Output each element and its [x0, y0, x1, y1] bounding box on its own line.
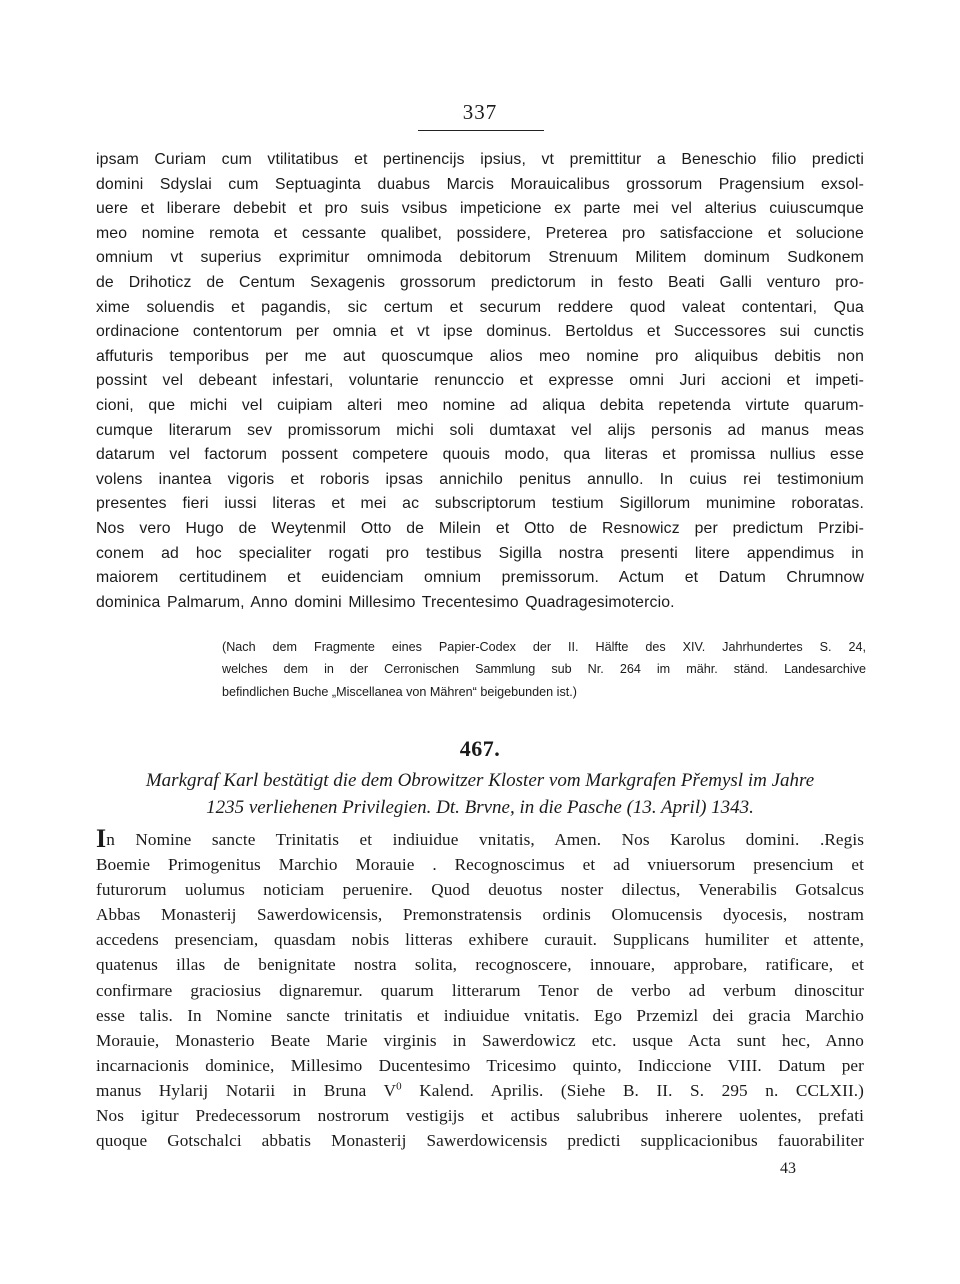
manus-line-text: manus Hylarij Notarii in Bruna V — [96, 1080, 397, 1100]
paragraph-1-line: ipsam Curiam cum vtilitatibus et pertinencijs ipsius, vt premittitur a Beneschio filio predicti — [96, 151, 864, 168]
source-note-line: welches dem in der Cerronischen Sammlung sub Nr. 264 im mähr. ständ. Landesarchive — [222, 662, 866, 677]
paragraph-1-line: conem ad hoc specialiter rogati pro testibus Sigilla nostra presenti litere appendimus in — [96, 544, 864, 562]
paragraph-1-line: domini Sdyslai cum Septuaginta duabus Marcis Morauicalibus grossorum Pragensium exsol- — [96, 175, 864, 193]
paragraph-2-line: accedens presenciam, quasdam nobis litteras exhibere curauit. Supplicans humiliter et attente, — [96, 930, 864, 950]
paragraph-1-line: datarum vel factorum possent competere quouis modo, qua literas et promissa nullius esse — [96, 446, 864, 464]
superscript-o: 0 — [396, 1080, 402, 1093]
paragraph-1-line: maiorem certitudinem et euidenciam omnium premissorum. Actum et Datum Chrumnow — [96, 569, 864, 587]
paragraph-2-line: esse talis. In Nomine sancte trinitatis et indiuidue vnitatis. Ego Przemizl dei gracia Marchio — [96, 1005, 864, 1025]
paragraph-1 — [96, 148, 864, 615]
document-heading — [96, 767, 864, 821]
signature-mark: 43 — [780, 1160, 796, 1177]
paragraph-2 — [96, 826, 864, 1153]
paragraph-2-line: quatenus illas de benignitate nostra solita, recognoscere, innouare, approbare, ratificare, et — [96, 955, 864, 975]
paragraph-1-line: presentes fieri iussi literas et mei ac subscriptorum testium Sigillorum munimine roboratas. — [96, 495, 864, 513]
heading-line-2: 1235 verliehenen Privilegien. Dt. Brvne, in die Pasche (13. April) 1343. — [206, 797, 754, 818]
paragraph-2-line: Nos igitur Predecessorum nostrorum vestigijs et actibus salubribus inherere uolentes, prefati — [96, 1106, 864, 1126]
paragraph-2-line: Morauie, Monasterio Beate Marie virginis in Sawerdowicz etc. usque Acta sunt hec, Anno — [96, 1030, 864, 1050]
initial-letter: I — [96, 824, 107, 853]
paragraph-1-line: cumque literarum sev promissorum michi soli dumtaxat vel alijs personis ad manus meas — [96, 421, 864, 439]
header-rule — [418, 130, 544, 131]
paragraph-1-line: omnium vt superius exprimitur omnimoda debitorum Strenuum Militem dominum Sudkonem — [96, 249, 864, 267]
paragraph-1-line: dominica Palmarum, Anno domini Millesimo Trecentesimo Quadragesimotercio. — [96, 593, 675, 611]
heading-line-1: Markgraf Karl bestätigt die dem Obrowitzer Kloster vom Markgrafen Přemysl im Jahre — [145, 770, 815, 791]
source-note — [222, 636, 866, 703]
paragraph-1-line: affuturis temporibus per me aut quoscumque alios meo nomine pro aliquibus debitis non — [96, 347, 864, 365]
source-note-line: befindlichen Buche „Miscellanea von Mähren“ beigebunden ist.) — [222, 684, 577, 699]
paragraph-1-line: volens inantea vigoris et roboris ipsas annichilo penitus annullo. In cuius rei testimonium — [96, 470, 864, 488]
page-number: 337 — [462, 100, 498, 124]
paragraph-1-line: xime soluendis et pagandis, sic certum et securum reddere quod valeat contentari, Qua — [96, 298, 864, 316]
paragraph-2-line: quoque Gotschalci abbatis Monasterij Sawerdowicensis predicti supplicacionibus fauorabiliter — [96, 1131, 864, 1151]
paragraph-2-line: confirmare graciosius dignaremur. quarum litterarum Tenor de verbo ad verbum dinoscitur — [96, 980, 864, 1000]
paragraph-2-line: futurorum uolumus noticiam peruenire. Quod deuotus noster dilectus, Venerabilis Gotsalcus — [96, 880, 864, 900]
paragraph-2-line-first — [96, 826, 864, 852]
manus-line-rest: Kalend. Aprilis. (Siehe B. II. S. 295 n. CCLXII.) — [401, 1080, 864, 1100]
paragraph-1-line: ordinacione contentorum per omnia et vt ipse dominus. Bertoldus et Successores sui cunctis — [96, 323, 864, 341]
paragraph-1-line: uere et liberare debebit et pro suis vsibus impeticione ex parte mei vel alterius cuiuscumque — [96, 200, 864, 218]
paragraph-2-line-manus — [96, 1078, 864, 1103]
paragraph-1-line: meo nomine remota et cessante qualibet, possidere, Preterea pro satisfaccione et solucione — [96, 224, 864, 242]
document-number: 467. — [459, 736, 501, 761]
paragraph-2-line: Abbas Monasterij Sawerdowicensis, Premonstratensis ordinis Olomucensis dyocesis, nostram — [96, 905, 864, 925]
paragraph-2-line: Boemie Primogenitus Marchio Morauie . Recognoscimus et ad vniuersorum presencium et — [96, 855, 864, 875]
paragraph-2-line: incarnacionis dominice, Millesimo Ducentesimo Tricesimo quinto, Indiccione VIII. Datum per — [96, 1055, 864, 1075]
first-line-text: n Nomine sancte Trinitatis et indiuidue vnitatis, Amen. Nos Karolus domini. .Regis — [106, 830, 864, 849]
paragraph-1-line: Nos vero Hugo de Weytenmil Otto de Milein et Otto de Resnowicz per predictum Przibi- — [96, 519, 864, 537]
source-note-line: (Nach dem Fragmente eines Papier-Codex der II. Hälfte des XIV. Jahrhundertes S. 24, — [222, 640, 866, 654]
paragraph-1-line: cioni, que michi vel cuipiam alteri meo nomine ad aliqua debita repetenda virtute quarum- — [96, 396, 864, 414]
paragraph-1-line: de Drihoticz de Centum Sexagenis grossorum predictorum in festo Beati Galli venturo pro- — [96, 273, 864, 291]
paragraph-1-line: possint vel debeant infestari, voluntarie renunccio et expresse omni Juri accioni et impeti- — [96, 372, 864, 390]
